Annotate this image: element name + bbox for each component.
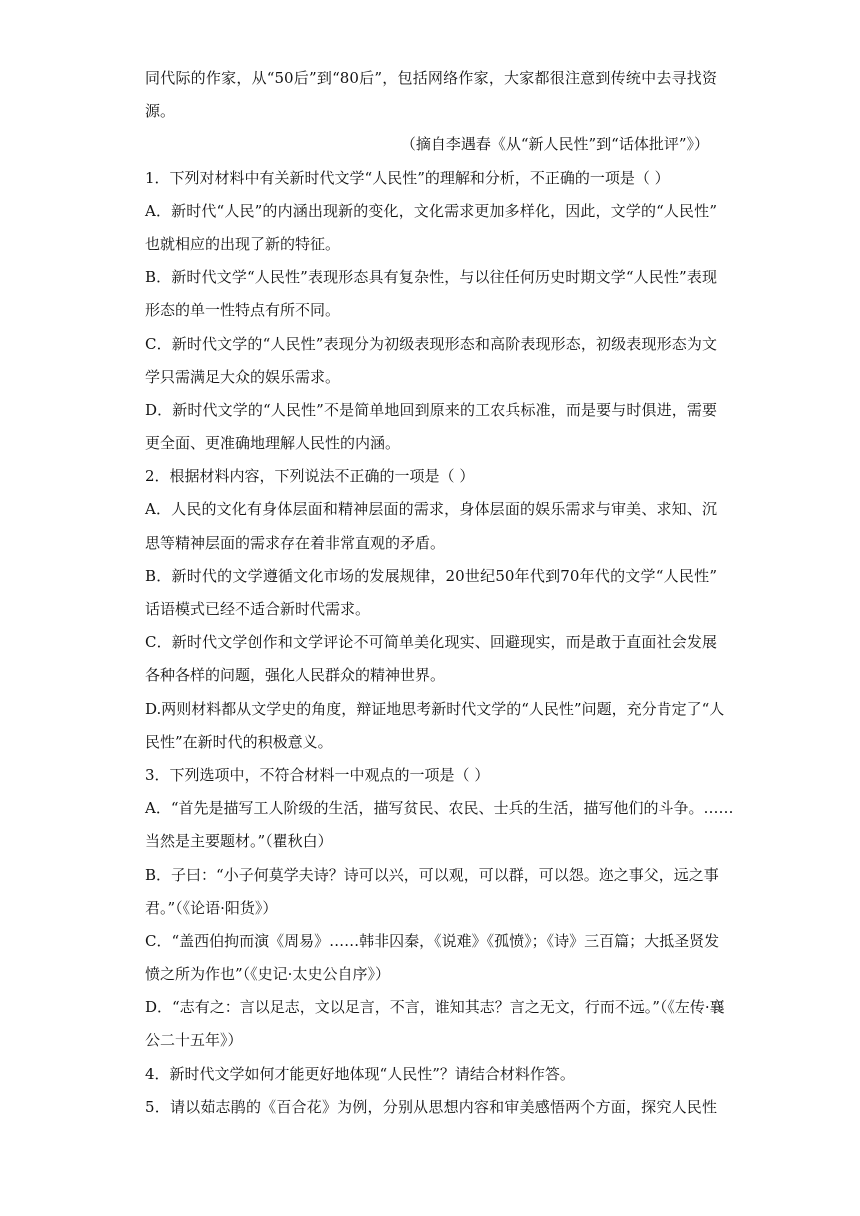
q1-option-b-line-1: B．新时代文学“人民性”表现形态具有复杂性，与以往任何历史时期文学“人民性”表现 bbox=[145, 268, 717, 287]
q1-option-a-line-1: A．新时代“人民”的内涵出现新的变化，文化需求更加多样化，因此，文学的“人民性” bbox=[145, 201, 717, 220]
q3-option-b-line-1: B．子曰：“小子何莫学夫诗？诗可以兴，可以观，可以群，可以怨。迩之事父，远之事 bbox=[145, 865, 719, 884]
q1-option-c-line-1: C．新时代文学的“人民性”表现分为初级表现形态和高阶表现形态，初级表现形态为文 bbox=[145, 334, 717, 353]
source-citation: （摘自李遇春《从“新人民性”到“话体批评”》） bbox=[400, 135, 709, 154]
q2-option-b-line-2: 话语模式已经不适合新时代需求。 bbox=[145, 600, 371, 618]
q3-option-b-line-2: 君。”（《论语·阳货》） bbox=[145, 898, 278, 917]
q2-option-d-line-1: D.两则材料都从文学史的角度，辩证地思考新时代文学的“人民性”问题，充分肯定了“人 bbox=[145, 699, 725, 718]
q1-option-b-line-2: 形态的单一性特点有所不同。 bbox=[145, 301, 341, 320]
document-page bbox=[145, 62, 734, 1124]
q3-option-c-line-2: 愤之所为作也”（《史记·太史公自序》） bbox=[145, 965, 390, 984]
q2-option-d-line-2: 民性”在新时代的积极意义。 bbox=[145, 732, 333, 751]
q2-option-b-line-1: B．新时代的文学遵循文化市场的发展规律，20世纪50年代到70年代的文学“人民性” bbox=[145, 566, 717, 585]
intro-line-1: 同代际的作家，从“50后”到“80后”，包括网络作家，大家都很注意到传统中去寻找资 bbox=[145, 69, 717, 87]
q1-option-a-line-2: 也就相应的出现了新的特征。 bbox=[145, 234, 341, 253]
question-4: 4．新时代文学如何才能更好地体现“人民性”？请结合材料作答。 bbox=[145, 1064, 575, 1083]
question-2-stem: 2．根据材料内容，下列说法不正确的一项是（ ） bbox=[145, 467, 475, 486]
intro-line-2: 源。 bbox=[145, 102, 176, 121]
q2-option-c-line-1: C．新时代文学创作和文学评论不可简单美化现实、回避现实，而是敢于直面社会发展 bbox=[145, 633, 717, 652]
q2-option-c-line-2: 各种各样的问题，强化人民群众的精神世界。 bbox=[145, 666, 446, 685]
question-3-stem: 3．下列选项中，不符合材料一中观点的一项是（ ） bbox=[145, 765, 490, 784]
q3-option-a-line-1: A．“首先是描写工人阶级的生活，描写贫民、农民、士兵的生活，描写他们的斗争。…… bbox=[145, 799, 734, 818]
q1-option-c-line-2: 学只需满足大众的娱乐需求。 bbox=[145, 367, 341, 386]
q3-option-d-line-2: 公二十五年》） bbox=[145, 1031, 243, 1050]
q3-option-c-line-1: C．“盖西伯拘而演《周易》……韩非囚秦，《说难》《孤愤》；《诗》三百篇；大抵圣贤发 bbox=[145, 931, 720, 950]
question-5: 5．请以茹志鹃的《百合花》为例，分别从思想内容和审美感悟两个方面，探究人民性 bbox=[145, 1097, 717, 1116]
q2-option-a-line-2: 思等精神层面的需求存在着非常直观的矛盾。 bbox=[145, 533, 446, 552]
question-1-stem: 1．下列对材料中有关新时代文学“人民性”的理解和分析，不正确的一项是（ ） bbox=[145, 168, 670, 187]
q3-option-a-line-2: 当然是主要题材。”（瞿秋白） bbox=[145, 832, 333, 851]
q1-option-d-line-2: 更全面、更准确地理解人民性的内涵。 bbox=[145, 434, 401, 453]
q3-option-d-line-1: D．“志有之：言以足志，文以足言，不言，谁知其志？言之无文，行而不远。”（《左传·襄 bbox=[145, 998, 725, 1017]
q1-option-d-line-1: D．新时代文学的“人民性”不是简单地回到原来的工农兵标准，而是要与时俱进，需要 bbox=[145, 400, 717, 419]
q2-option-a-line-1: A．人民的文化有身体层面和精神层面的需求，身体层面的娱乐需求与审美、求知、沉 bbox=[145, 500, 717, 519]
